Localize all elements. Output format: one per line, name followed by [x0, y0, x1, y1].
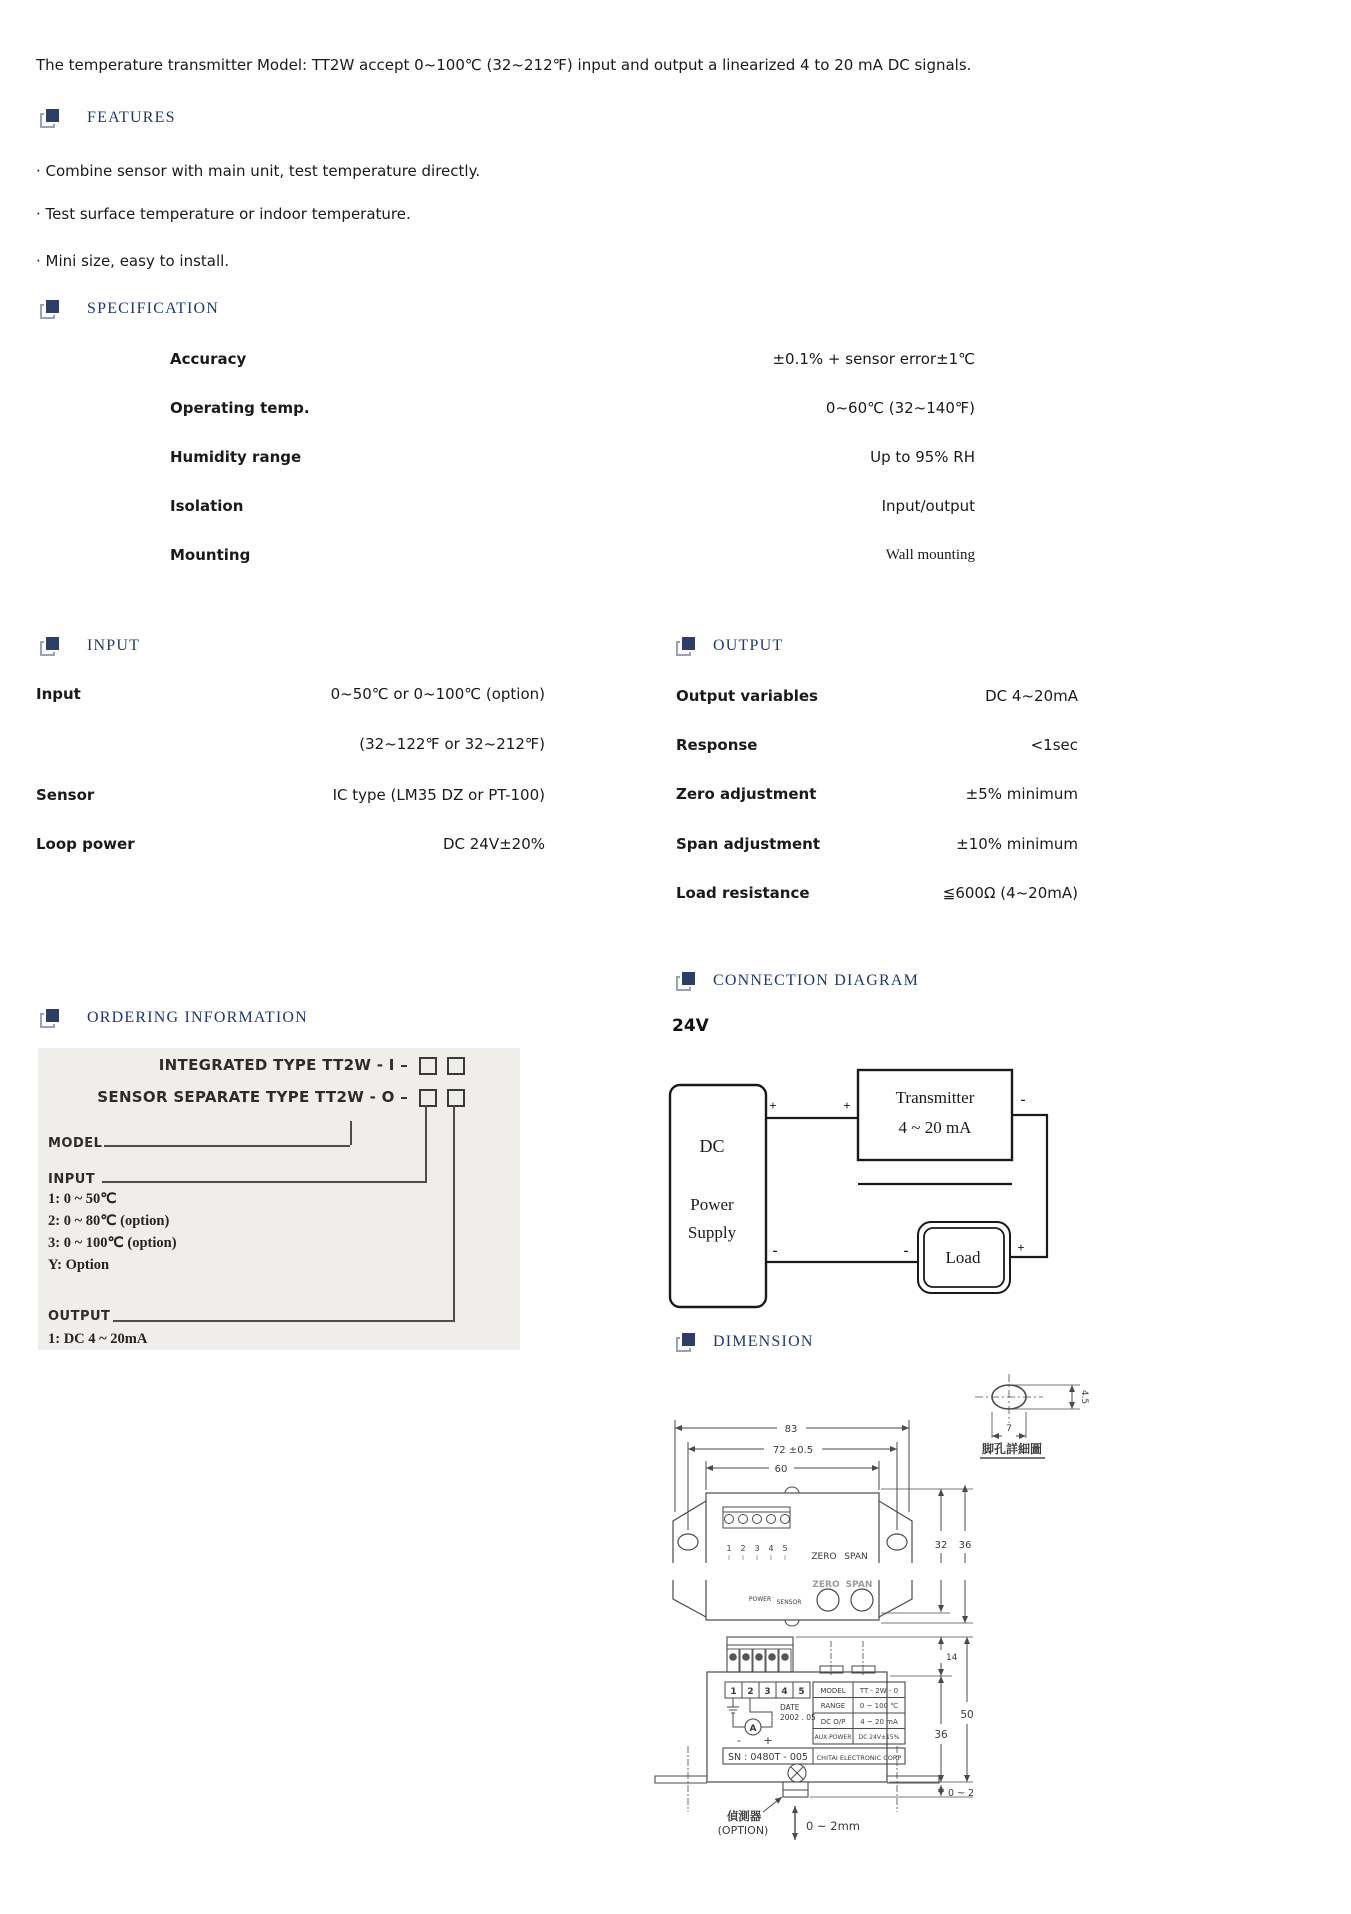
transmitter-label: Transmitter — [895, 1088, 975, 1107]
input-row — [36, 685, 545, 704]
input-value: 0~50℃ or 0~100℃ (option) — [330, 685, 545, 703]
connector-line — [453, 1105, 455, 1320]
ordering-line-integrated: INTEGRATED TYPE TT2W - I – — [158, 1056, 408, 1074]
connector-line — [104, 1145, 350, 1147]
section-title: SPECIFICATION — [87, 300, 220, 317]
spec-row — [170, 350, 975, 369]
output-row — [676, 687, 1078, 706]
section-header-input — [40, 636, 140, 656]
output-label: Zero adjustment — [676, 785, 817, 803]
connector-line — [350, 1121, 352, 1145]
dim-height-total: 50 — [960, 1709, 974, 1721]
dimension-drawing — [555, 1368, 1120, 1868]
dim-terminal-height: 14 — [946, 1653, 958, 1663]
spec-value: Input/output — [881, 497, 975, 515]
dim-width-total: 83 — [784, 1424, 798, 1435]
terminal-number: 5 — [782, 1544, 788, 1553]
ordering-input-option: Y: Option — [48, 1257, 110, 1273]
ordering-output-option: 1: DC 4 ~ 20mA — [48, 1331, 148, 1347]
probe-travel-dim: 0 ~ 2mm — [806, 1819, 860, 1833]
terminal-number: 5 — [798, 1687, 805, 1697]
power-label: Power — [690, 1195, 734, 1214]
serial-number: SN : 0480T - 005 — [728, 1752, 808, 1763]
dim-width-holes: 72 ±0.5 — [772, 1445, 814, 1456]
feature-item: · Test surface temperature or indoor temperature. — [36, 205, 411, 223]
dim-height-body: 36 — [934, 1729, 948, 1741]
code-box — [419, 1057, 437, 1075]
dim-hole-width: 7 — [1006, 1424, 1012, 1434]
wire — [1010, 1115, 1047, 1257]
spec-label: Operating temp. — [170, 399, 310, 417]
output-row — [676, 736, 1078, 755]
terminal-number: 1 — [726, 1544, 732, 1553]
output-label: Span adjustment — [676, 835, 820, 853]
spec-value: Up to 95% RH — [870, 448, 975, 466]
zero-label: ZERO — [811, 1552, 837, 1562]
pages-icon — [40, 1009, 59, 1028]
probe-label: 偵測器 — [726, 1809, 762, 1823]
input-value: DC 24V±20% — [442, 835, 545, 853]
output-value: ≦600Ω (4~20mA) — [942, 884, 1078, 902]
input-label: Sensor — [36, 786, 95, 804]
connector-line — [425, 1105, 427, 1181]
polarity-plus: + — [763, 1734, 773, 1747]
section-title: INPUT — [87, 637, 141, 654]
terminal-number: 1 — [730, 1687, 737, 1697]
input-value: IC type (LM35 DZ or PT-100) — [332, 786, 545, 804]
spec-label: Mounting — [170, 546, 251, 564]
transmitter-box — [858, 1070, 1012, 1160]
section-header-specification — [40, 299, 219, 319]
input-value: (32~122℉ or 32~212℉) — [359, 735, 545, 753]
ordering-line-separate: SENSOR SEPARATE TYPE TT2W - O – — [97, 1088, 408, 1106]
polarity-minus: - — [903, 1243, 909, 1259]
output-value: ±5% minimum — [965, 785, 1078, 803]
section-title: CONNECTION DIAGRAM — [713, 972, 920, 989]
dim-width-body: 60 — [774, 1464, 788, 1475]
spec-label: Accuracy — [170, 350, 247, 368]
ordering-output-label: OUTPUT — [48, 1309, 111, 1324]
terminal-number: 3 — [764, 1687, 771, 1697]
spec-value: ±0.1% + sensor error±1℃ — [772, 350, 975, 368]
sensor-terminal-label: SENSOR — [776, 1599, 802, 1606]
output-value: ±10% minimum — [956, 835, 1078, 853]
input-label: Input — [36, 685, 81, 703]
pages-icon — [40, 300, 59, 319]
date-value: 2002 . 05 — [780, 1713, 816, 1722]
polarity-plus: + — [843, 1098, 851, 1113]
output-row — [676, 835, 1078, 854]
section-header-ordering — [40, 1008, 308, 1028]
spec-label: Isolation — [170, 497, 244, 515]
section-title: FEATURES — [87, 109, 176, 126]
section-header-features — [40, 108, 176, 128]
spec-row — [170, 497, 975, 516]
terminal-number: 3 — [754, 1544, 760, 1553]
ordering-input-option: 3: 0 ~ 100℃ (option) — [48, 1235, 177, 1251]
scan-artifact-band — [648, 1563, 1020, 1580]
section-title: OUTPUT — [713, 637, 784, 654]
pages-icon — [40, 637, 59, 656]
polarity-plus: + — [769, 1098, 777, 1113]
feature-item: · Combine sensor with main unit, test temperature directly. — [36, 162, 481, 180]
plate-key: AUX.POWER — [814, 1734, 852, 1741]
probe-option-label: (OPTION) — [717, 1824, 769, 1837]
pages-icon — [40, 109, 59, 128]
polarity-plus: + — [1017, 1240, 1025, 1255]
plate-value: DC 24V±15% — [858, 1734, 900, 1741]
code-box — [419, 1089, 437, 1107]
zero-label-ghost: ZERO — [812, 1580, 840, 1590]
plate-value: 0 ~ 100 ℃ — [859, 1702, 899, 1710]
terminal-number: 2 — [747, 1687, 754, 1697]
transmitter-range-label: 4 ~ 20 mA — [898, 1118, 972, 1137]
intro-text: The temperature transmitter Model: TT2W accept 0~100℃ (32~212℉) input and output a linearized 4 to 20 mA DC signals. — [36, 56, 972, 74]
code-box — [447, 1089, 465, 1107]
input-row — [36, 786, 545, 805]
hole-detail-caption: 脚孔詳細圖 — [981, 1442, 1043, 1456]
plate-value: TT - 2W - 0 — [859, 1687, 899, 1695]
ordering-input-option: 2: 0 ~ 80℃ (option) — [48, 1213, 170, 1229]
terminal-number: 4 — [768, 1544, 774, 1553]
dim-clearance: 0 ~ 2 — [948, 1788, 975, 1799]
span-label: SPAN — [844, 1552, 868, 1562]
ordering-code-diagram — [38, 1048, 520, 1350]
feature-item: · Mini size, easy to install. — [36, 252, 230, 270]
span-label-ghost: SPAN — [845, 1580, 873, 1590]
input-label: Loop power — [36, 835, 135, 853]
dc-label: DC — [699, 1136, 725, 1156]
plate-value: 4 ~ 20 mA — [860, 1718, 898, 1726]
power-terminal-label: POWER — [748, 1596, 772, 1603]
manufacturer-name: CHITAI ELECTRONIC CORP — [816, 1754, 902, 1762]
output-value: <1sec — [1030, 736, 1078, 754]
polarity-minus: - — [772, 1243, 778, 1259]
connector-line — [113, 1320, 455, 1322]
spec-value: Wall mounting — [885, 547, 975, 563]
load-label: Load — [945, 1248, 981, 1267]
code-box — [447, 1057, 465, 1075]
dim-hole-height: 4.5 — [1079, 1389, 1089, 1405]
spec-row — [170, 546, 975, 565]
connector-line — [102, 1181, 427, 1183]
plate-key: DC O/P — [820, 1718, 846, 1726]
input-row — [36, 835, 545, 854]
connection-diagram-drawing — [640, 1040, 1080, 1330]
terminal-number: 2 — [740, 1544, 746, 1553]
section-header-dimension — [676, 1332, 814, 1352]
ordering-input-label: INPUT — [48, 1172, 96, 1187]
output-label: Output variables — [676, 687, 818, 705]
polarity-minus: - — [1020, 1092, 1026, 1108]
spec-label: Humidity range — [170, 448, 302, 466]
dim-depth-body: 32 — [934, 1540, 948, 1551]
plate-key: MODEL — [820, 1687, 846, 1695]
date-label: DATE — [780, 1703, 800, 1712]
output-value: DC 4~20mA — [985, 687, 1078, 705]
section-title: ORDERING INFORMATION — [87, 1009, 308, 1026]
section-header-output — [676, 636, 783, 656]
spec-row — [170, 399, 975, 418]
section-title: DIMENSION — [713, 1333, 814, 1350]
pages-icon — [676, 1333, 695, 1352]
ordering-input-option: 1: 0 ~ 50℃ — [48, 1191, 117, 1207]
polarity-minus: - — [737, 1734, 741, 1747]
spec-row — [170, 448, 975, 467]
pages-icon — [676, 637, 695, 656]
output-label: Load resistance — [676, 884, 810, 902]
supply-label: Supply — [687, 1223, 737, 1242]
dim-depth-total: 36 — [958, 1540, 972, 1551]
output-row — [676, 785, 1078, 804]
plate-key: RANGE — [820, 1702, 846, 1710]
input-row — [36, 735, 545, 754]
output-label: Response — [676, 736, 758, 754]
output-row — [676, 884, 1078, 903]
ammeter-symbol: A — [749, 1724, 757, 1734]
terminal-number: 4 — [781, 1687, 788, 1697]
section-header-connection-diagram — [676, 971, 919, 991]
supply-voltage-label: 24V — [672, 1016, 709, 1036]
ordering-model-label: MODEL — [48, 1136, 103, 1151]
pages-icon — [676, 972, 695, 991]
spec-value: 0~60℃ (32~140℉) — [825, 399, 975, 417]
